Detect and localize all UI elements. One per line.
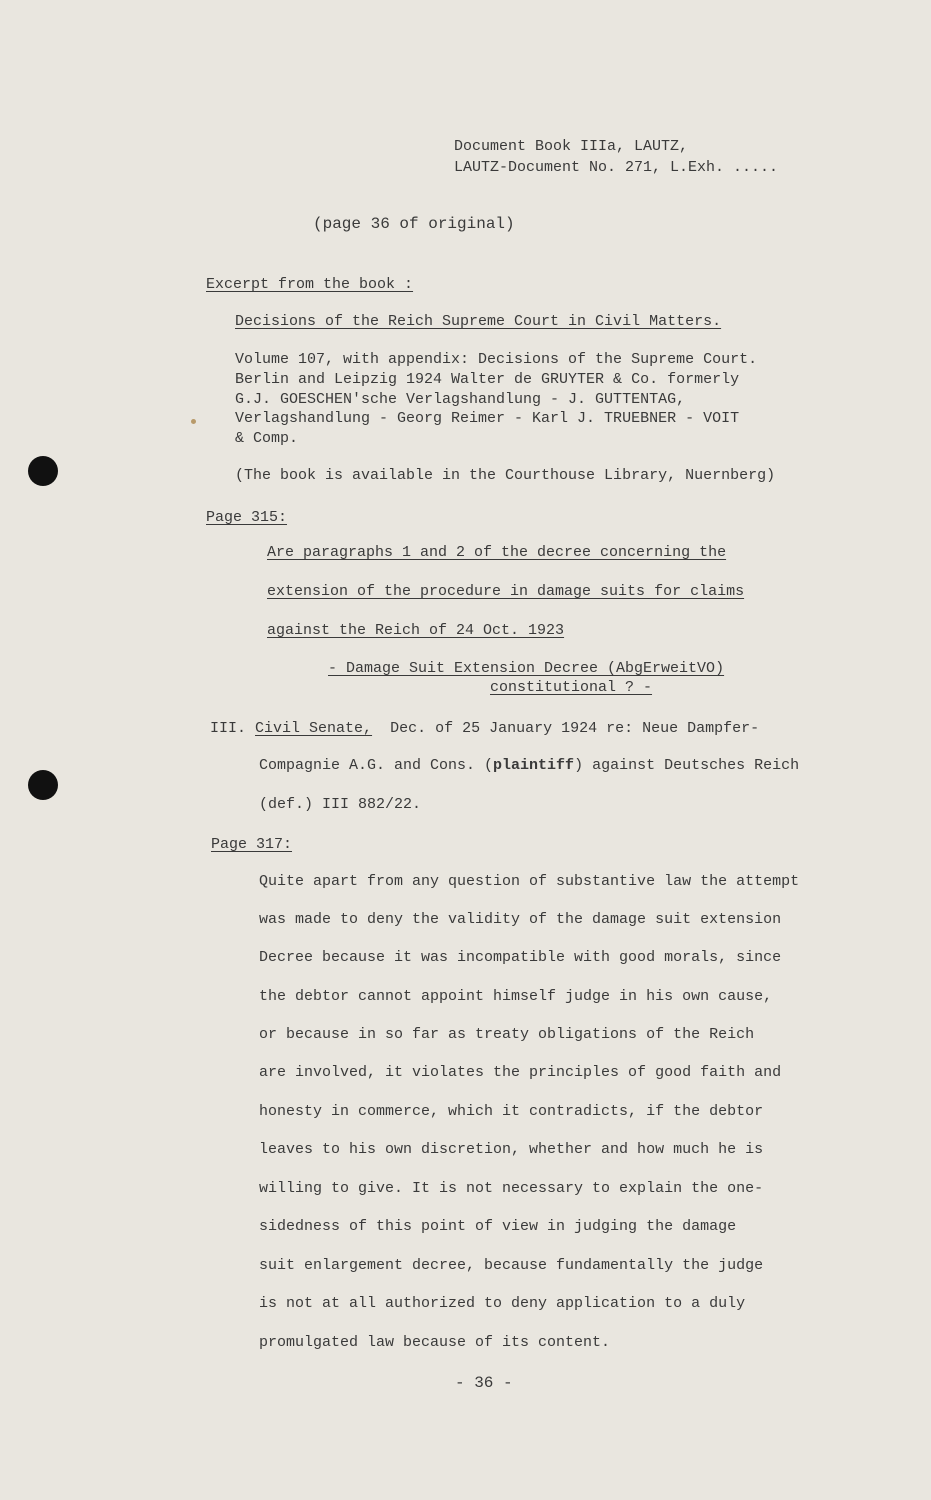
body-line: are involved, it violates the principles of good faith and	[259, 1064, 782, 1081]
body-line: suit enlargement decree, because fundamentally the judge	[259, 1257, 764, 1274]
senate-numeral: III.	[210, 720, 247, 737]
header-line-1: Document Book IIIa, LAUTZ,	[454, 138, 689, 155]
body-line: the debtor cannot appoint himself judge in his own cause,	[259, 988, 773, 1005]
body-line: honesty in commerce, which it contradicts, if the debtor	[259, 1103, 764, 1120]
paper-mark	[191, 419, 196, 424]
body-line: or because in so far as treaty obligations of the Reich	[259, 1026, 755, 1043]
page-number: - 36 -	[455, 1374, 513, 1392]
page-315-label: Page 315:	[206, 509, 288, 526]
page-reference: (page 36 of original)	[313, 215, 515, 233]
senate-label: Civil Senate,	[255, 720, 373, 737]
book-details-line: Berlin and Leipzig 1924 Walter de GRUYTER & Co. formerly	[235, 371, 740, 388]
book-details-line: Verlagshandlung - Georg Reimer - Karl J. TRUEBNER - VOIT	[235, 410, 740, 427]
availability-note: (The book is available in the Courthouse Library, Nuernberg)	[235, 467, 776, 484]
question-line: Are paragraphs 1 and 2 of the decree concerning the	[267, 544, 727, 561]
civil-senate-line-2	[259, 757, 799, 775]
page-317-label: Page 317:	[211, 836, 293, 853]
body-line: was made to deny the validity of the damage suit extension	[259, 911, 782, 928]
book-details-line: Volume 107, with appendix: Decisions of the Supreme Court.	[235, 351, 758, 368]
punch-hole-top	[28, 456, 58, 486]
parties-start: Compagnie A.G. and Cons. (	[259, 757, 494, 774]
book-title: Decisions of the Reich Supreme Court in Civil Matters.	[235, 313, 722, 330]
body-line: sidedness of this point of view in judging the damage	[259, 1218, 737, 1235]
punch-hole-bottom	[28, 770, 58, 800]
senate-decision: Dec. of 25 January 1924 re: Neue Dampfer-	[390, 720, 760, 737]
civil-senate-line-1	[210, 720, 759, 738]
excerpt-heading: Excerpt from the book :	[206, 276, 414, 293]
question-line: extension of the procedure in damage suits for claims	[267, 583, 745, 600]
body-line: leaves to his own discretion, whether and how much he is	[259, 1141, 764, 1158]
decree-title: - Damage Suit Extension Decree (AbgErweitVO)	[328, 660, 725, 677]
body-line: Decree because it was incompatible with good morals, since	[259, 949, 782, 966]
body-line: willing to give. It is not necessary to explain the one-	[259, 1180, 764, 1197]
civil-senate-line-3: (def.) III 882/22.	[259, 796, 422, 813]
body-line: is not at all authorized to deny application to a duly	[259, 1295, 746, 1312]
book-details-line: G.J. GOESCHEN'sche Verlagshandlung - J. GUTTENTAG,	[235, 391, 686, 408]
decree-constitutional: constitutional ? -	[490, 679, 653, 696]
body-line: promulgated law because of its content.	[259, 1334, 611, 1351]
plaintiff-word: plaintiff	[493, 757, 575, 774]
book-details-line: & Comp.	[235, 430, 299, 447]
header-line-2: LAUTZ-Document No. 271, L.Exh. .....	[454, 159, 779, 176]
body-line: Quite apart from any question of substantive law the attempt	[259, 873, 800, 890]
parties-end: ) against Deutsches Reich	[574, 757, 800, 774]
question-line: against the Reich of 24 Oct. 1923	[267, 622, 565, 639]
